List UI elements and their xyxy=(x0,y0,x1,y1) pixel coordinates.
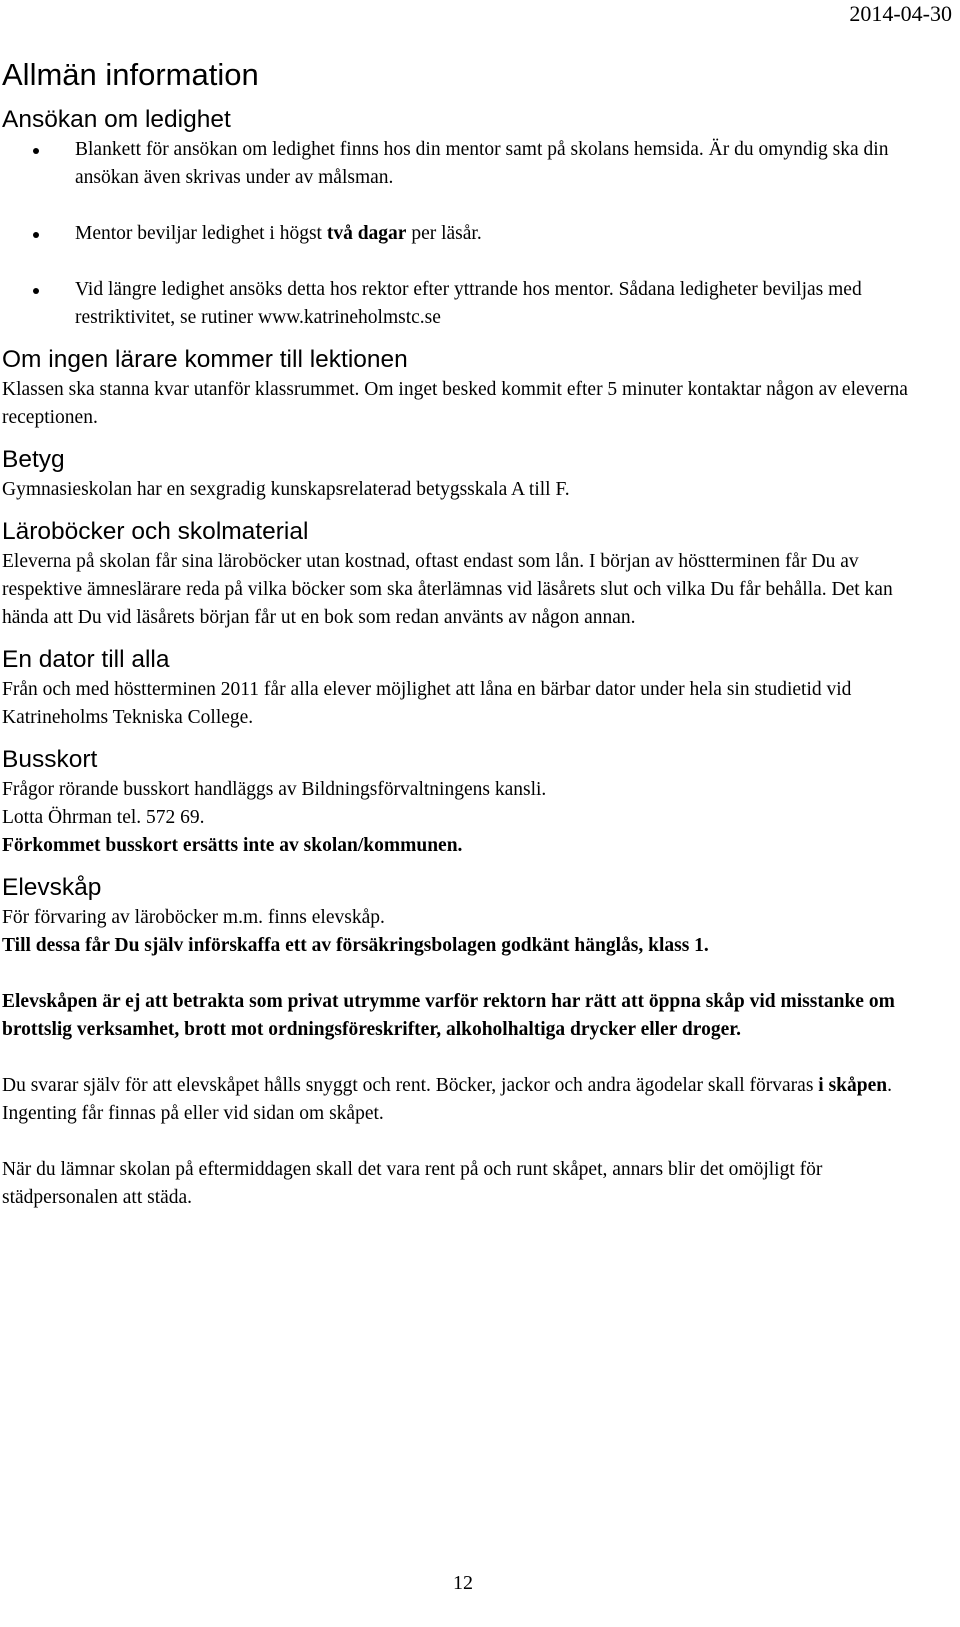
section-larobocker xyxy=(2,516,937,632)
bullet-text-post: per läsår. xyxy=(406,223,482,244)
bullet-text: Blankett för ansökan om ledighet finns hos din mentor samt på skolans hemsida. Är du omyndig ska din ansökan även skrivas under av målsman. xyxy=(75,139,889,188)
section-heading-larobocker: Läroböcker och skolmaterial xyxy=(2,518,309,545)
elevskap-paragraph-1: Elevskåpen är ej att betrakta som privat utrymme varför rektorn har rätt att öppna skåp vid misstanke om brottslig verksamhet, brott mot ordningsföreskrifter, alkoholhaltiga drycker eller droger. xyxy=(2,991,895,1040)
section-heading-ledighet: Ansökan om ledighet xyxy=(2,106,231,133)
bullet-item xyxy=(2,276,937,332)
section-text-dator: Från och med höstterminen 2011 får alla elever möjlighet att låna en bärbar dator under hela sin studietid vid Katrineholms Tekniska College. xyxy=(2,679,852,728)
page-title: Allmän information xyxy=(2,57,259,92)
section-heading-elevskap: Elevskåp xyxy=(2,874,102,901)
section-larare xyxy=(2,344,937,432)
elevskap-line-1: För förvaring av läroböcker m.m. finns elevskåp. xyxy=(2,907,385,928)
spacer xyxy=(2,1128,937,1156)
bullet-text-pre: Mentor beviljar ledighet i högst xyxy=(75,223,327,244)
document-content xyxy=(2,56,937,1224)
elevskap-paragraph-3: När du lämnar skolan på eftermiddagen skall det vara rent på och runt skåpet, annars blir det omöjligt för städpersonalen att städa. xyxy=(2,1159,823,1208)
section-heading-larare: Om ingen lärare kommer till lektionen xyxy=(2,346,408,373)
bullet-item xyxy=(2,136,937,192)
section-text-larobocker: Eleverna på skolan får sina läroböcker utan kostnad, oftast endast som lån. I början av höstterminen får Du av respektive ämneslärare reda på vilka böcker som ska återlämnas vid läsårets slut och vilka Du får behålla. Det kan hända att Du vid läsårets början får ut en bok som redan använts av någon annan. xyxy=(2,551,893,628)
bullet-text-bold: två dagar xyxy=(326,223,407,244)
section-text-betyg: Gymnasieskolan har en sexgradig kunskapsrelaterad betygsskala A till F. xyxy=(2,479,570,500)
elevskap-paragraph-2-post: . Ingenting får finnas på eller vid sidan om skåpet. xyxy=(2,1075,892,1124)
busskort-line-1: Frågor rörande busskort handläggs av Bildningsförvaltningens kansli. xyxy=(2,779,547,800)
bullet-icon xyxy=(33,232,39,238)
section-heading-busskort: Busskort xyxy=(2,746,98,773)
section-text-larare: Klassen ska stanna kvar utanför klassrummet. Om inget besked kommit efter 5 minuter kontaktar någon av eleverna receptionen. xyxy=(2,379,908,428)
section-heading-betyg: Betyg xyxy=(2,446,65,473)
busskort-line-2: Lotta Öhrman tel. 572 69. xyxy=(2,807,205,828)
section-heading-dator: En dator till alla xyxy=(2,646,170,673)
elevskap-line-2: Till dessa får Du själv införskaffa ett av försäkringsbolagen godkänt hänglås, klass 1. xyxy=(2,935,709,956)
bullet-item xyxy=(2,220,937,248)
busskort-line-3: Förkommet busskort ersätts inte av skolan/kommunen. xyxy=(2,835,463,856)
elevskap-paragraph-2 xyxy=(2,1072,937,1128)
section-ledighet xyxy=(2,104,937,332)
elevskap-paragraph-2-bold: i skåpen xyxy=(818,1075,888,1096)
section-busskort xyxy=(2,744,937,860)
bullet-icon xyxy=(33,288,39,294)
bullet-text: Vid längre ledighet ansöks detta hos rektor efter yttrande hos mentor. Sådana ledigheter beviljas med restriktivitet, se rutiner www.katrineholmstc.se xyxy=(75,279,862,328)
header-date: 2014-04-30 xyxy=(849,1,952,26)
spacer xyxy=(2,1044,937,1072)
bullet-list-ledighet xyxy=(2,136,937,332)
section-elevskap xyxy=(2,872,937,1212)
section-dator xyxy=(2,644,937,732)
bullet-icon xyxy=(33,148,39,154)
page-number: 12 xyxy=(453,1572,473,1594)
elevskap-paragraph-2-pre: Du svarar själv för att elevskåpet hålls snyggt och rent. Böcker, jackor och andra ägodelar skall förvaras xyxy=(2,1075,819,1096)
section-betyg xyxy=(2,444,937,504)
spacer xyxy=(2,960,937,988)
